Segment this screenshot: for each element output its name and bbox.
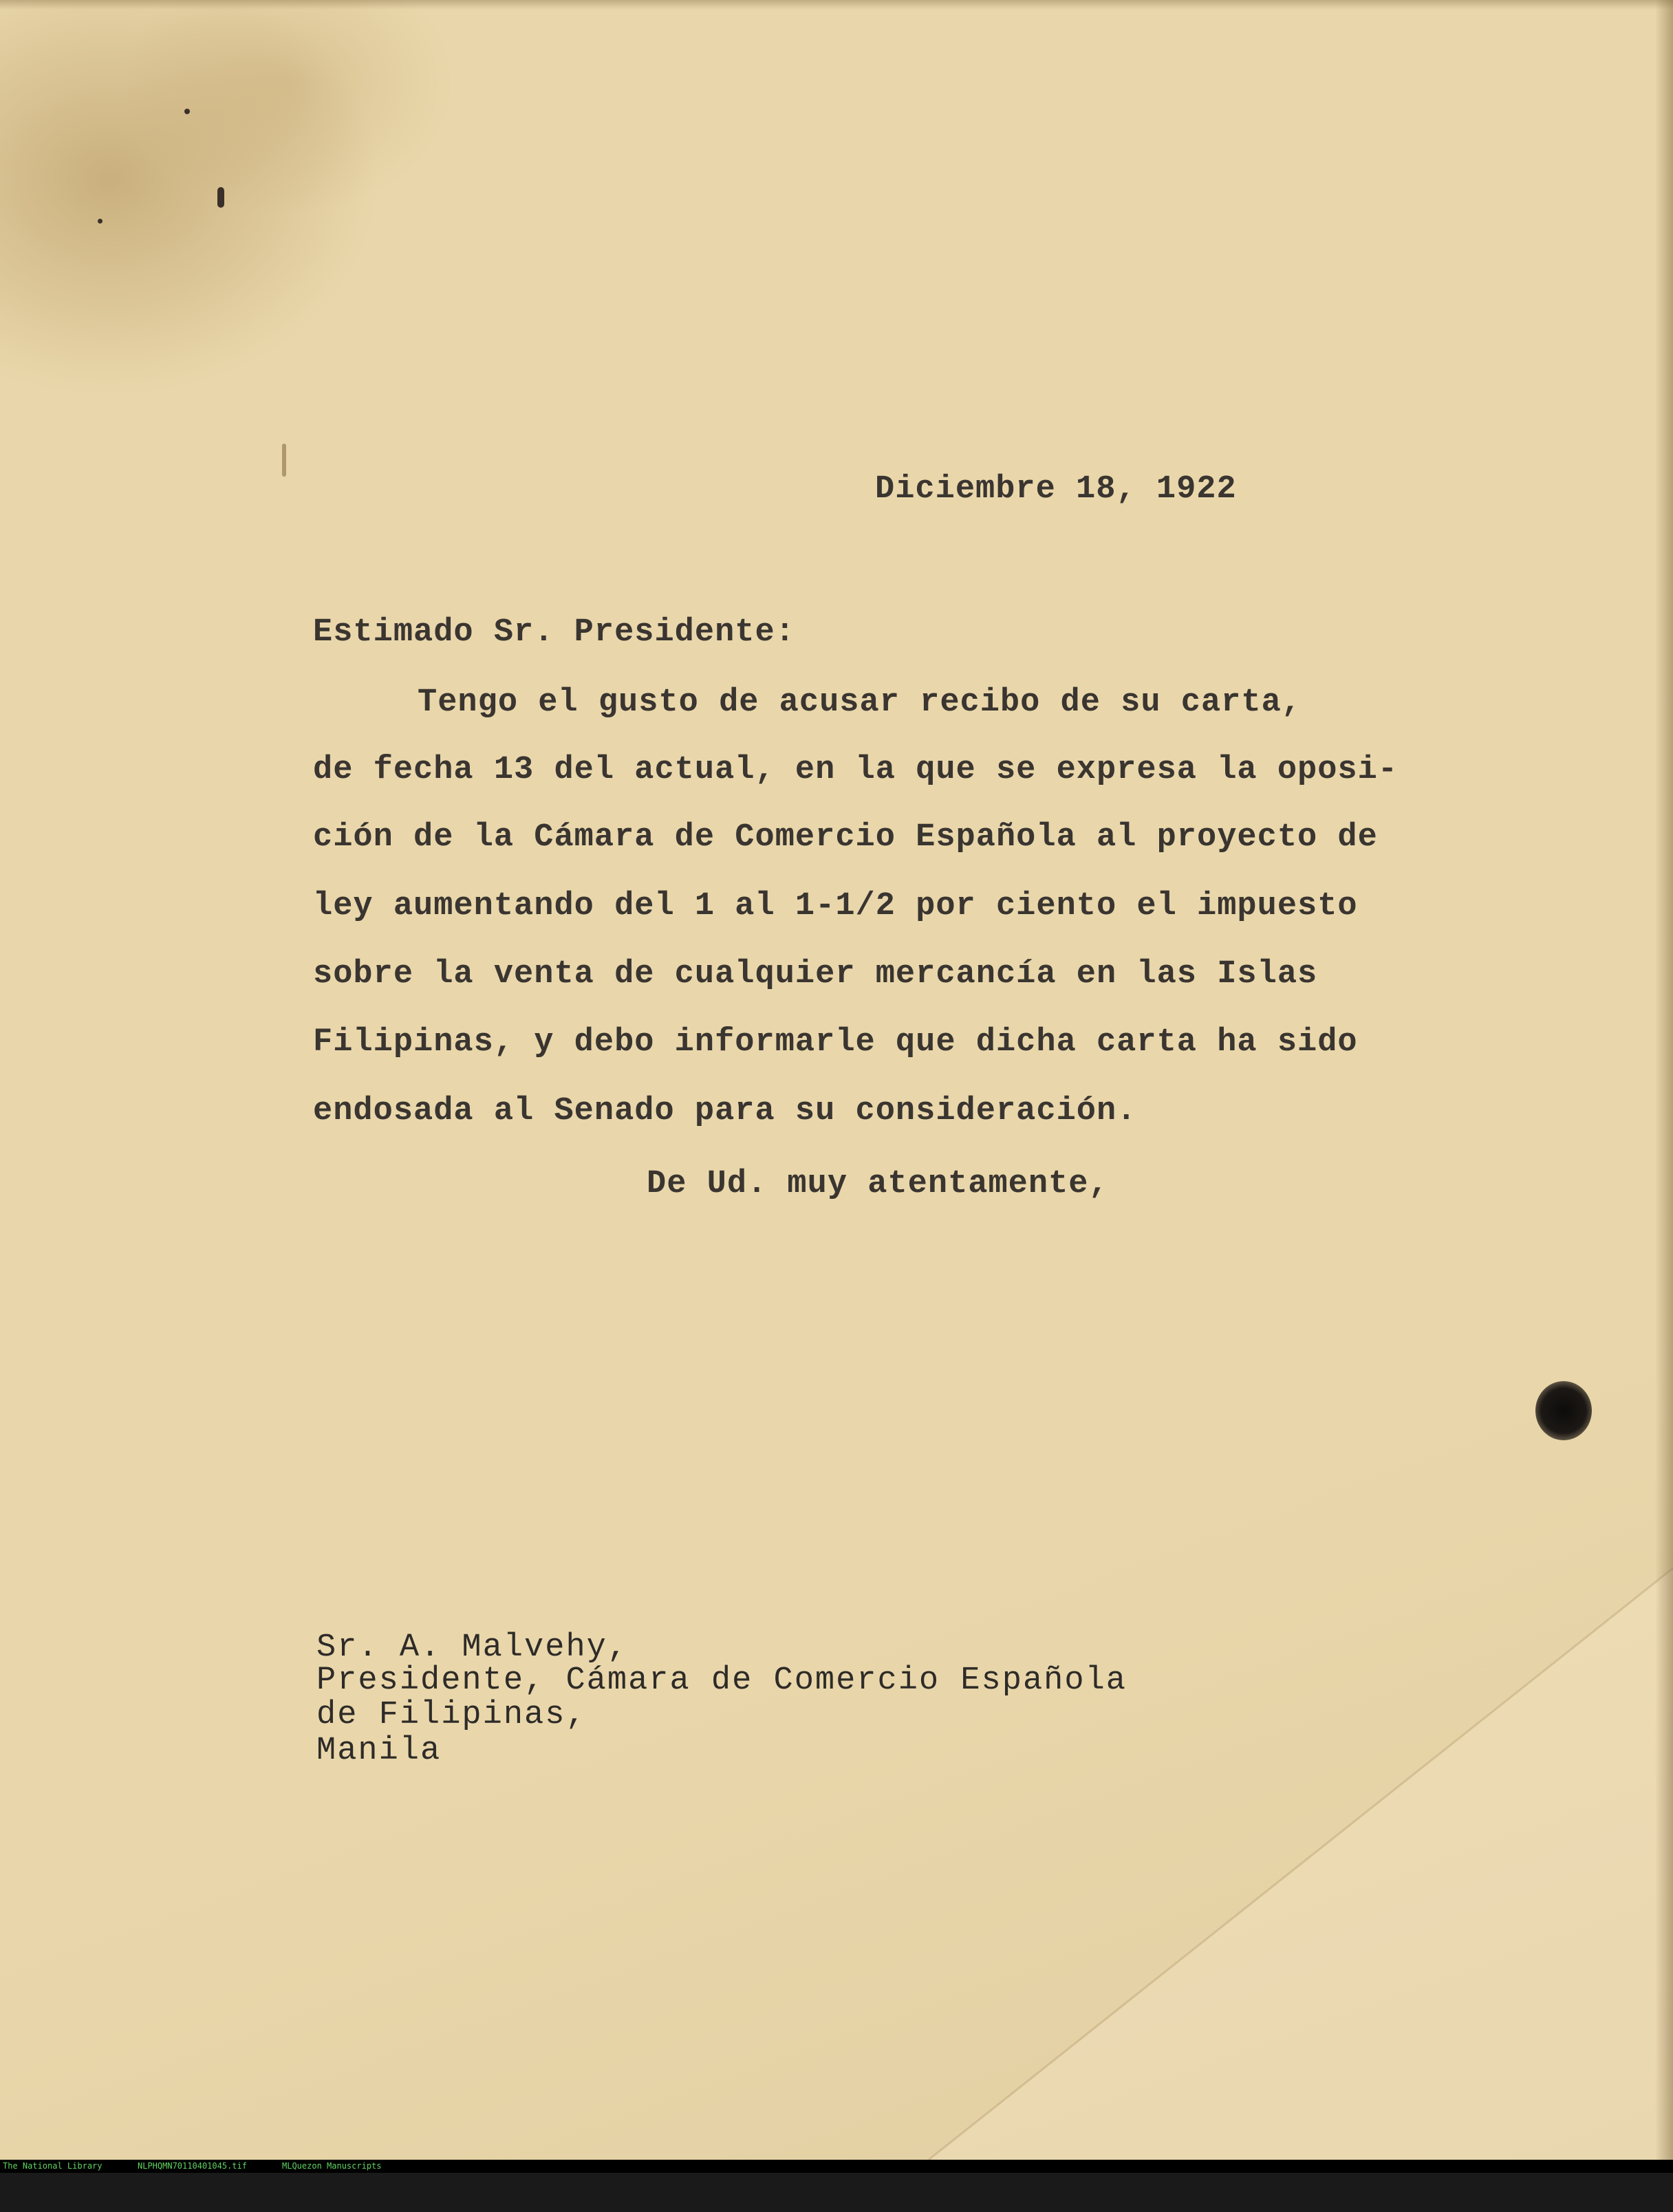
footer-collection: MLQuezon Manuscripts: [282, 2161, 382, 2171]
letter-date: Diciembre 18, 1922: [875, 471, 1237, 508]
ink-speck: [184, 109, 190, 114]
body-line: ción de la Cámara de Comercio Española al proyecto de: [313, 819, 1378, 856]
letter-salutation: Estimado Sr. Presidente:: [313, 614, 795, 651]
footer-file-name: NLPHQMN70110401045.tif: [138, 2161, 247, 2171]
footer-institution: The National Library: [3, 2161, 102, 2171]
paper-top-edge: [0, 0, 1673, 10]
paper-edge-shadow: [1655, 0, 1673, 2160]
body-line: ley aumentando del 1 al 1-1/2 por ciento el impuesto: [313, 888, 1358, 924]
address-line: Presidente, Cámara de Comercio Española: [316, 1662, 1127, 1699]
body-line: endosada al Senado para su consideración.: [313, 1093, 1137, 1129]
ink-speck: [282, 444, 286, 477]
body-line: Filipinas, y debo informarle que dicha carta ha sido: [313, 1024, 1358, 1061]
address-line: Sr. A. Malvehy,: [316, 1629, 629, 1666]
archive-footer-bar: [0, 2160, 1673, 2173]
letter-closing: De Ud. muy atentamente,: [647, 1166, 1109, 1202]
ink-blot: [1535, 1381, 1592, 1440]
address-line: de Filipinas,: [316, 1697, 587, 1733]
ink-speck: [98, 219, 102, 224]
body-line: de fecha 13 del actual, en la que se expresa la oposi-: [313, 752, 1399, 788]
ink-speck: [217, 187, 224, 208]
address-line: Manila: [316, 1733, 442, 1769]
body-line: sobre la venta de cualquier mercancía en las Islas: [313, 956, 1318, 993]
body-line: Tengo el gusto de acusar recibo de su carta,: [418, 684, 1302, 721]
